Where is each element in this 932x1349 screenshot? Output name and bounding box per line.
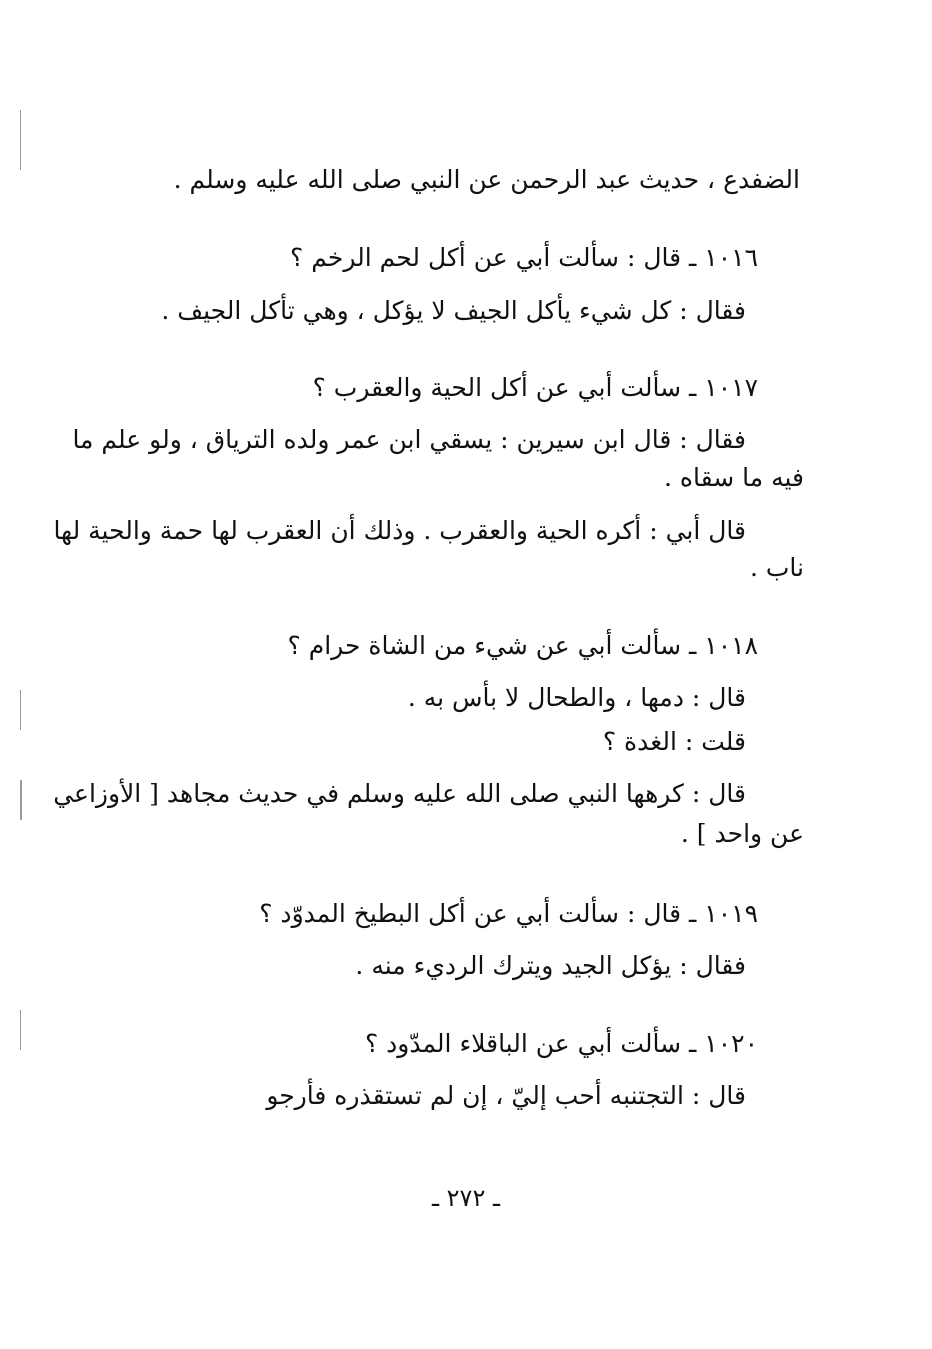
text-line: قال : كرهها النبي صلى الله عليه وسلم في حديث مجاهد [ الأوزاعي — [53, 779, 746, 808]
scan-margin-mark — [20, 110, 21, 170]
text-line: فقال : قال ابن سيرين : يسقي ابن عمر ولده الترياق ، ولو علم ما — [72, 425, 746, 454]
text-line: قلت : الغدة ؟ — [602, 727, 746, 756]
text-line: الضفدع ، حديث عبد الرحمن عن النبي صلى الله عليه وسلم . — [173, 165, 800, 194]
text-line: عن واحد ] . — [680, 819, 804, 848]
scan-margin-mark — [20, 690, 21, 730]
question-heading: ١٠١٦ ـ قال : سألت أبي عن أكل لحم الرخم ؟ — [290, 243, 758, 272]
question-heading: ١٠٢٠ ـ سألت أبي عن الباقلاء المدّود ؟ — [364, 1029, 758, 1058]
scan-margin-mark — [20, 1010, 21, 1050]
text-line: ناب . — [749, 553, 804, 582]
text-line: فقال : كل شيء يأكل الجيف لا يؤكل ، وهي تأكل الجيف . — [161, 296, 746, 325]
text-line: قال أبي : أكره الحية والعقرب . وذلك أن العقرب لها حمة والحية لها — [53, 516, 746, 545]
question-heading: ١٠١٩ ـ قال : سألت أبي عن أكل البطيخ المدوّد ؟ — [259, 899, 758, 928]
scan-margin-mark — [20, 780, 22, 820]
text-line: قال : دمها ، والطحال لا بأس به . — [407, 683, 746, 712]
question-heading: ١٠١٨ ـ سألت أبي عن شيء من الشاة حرام ؟ — [287, 631, 758, 660]
text-line: فقال : يؤكل الجيد ويترك الرديء منه . — [355, 951, 746, 980]
text-line: فيه ما سقاه . — [663, 463, 804, 492]
text-line: قال : التجتنبه أحب إليّ ، إن لم تستقذره فأرجو — [266, 1081, 746, 1110]
page-number: ـ ٢٧٢ ـ — [431, 1184, 500, 1212]
question-heading: ١٠١٧ ـ سألت أبي عن أكل الحية والعقرب ؟ — [312, 373, 758, 402]
